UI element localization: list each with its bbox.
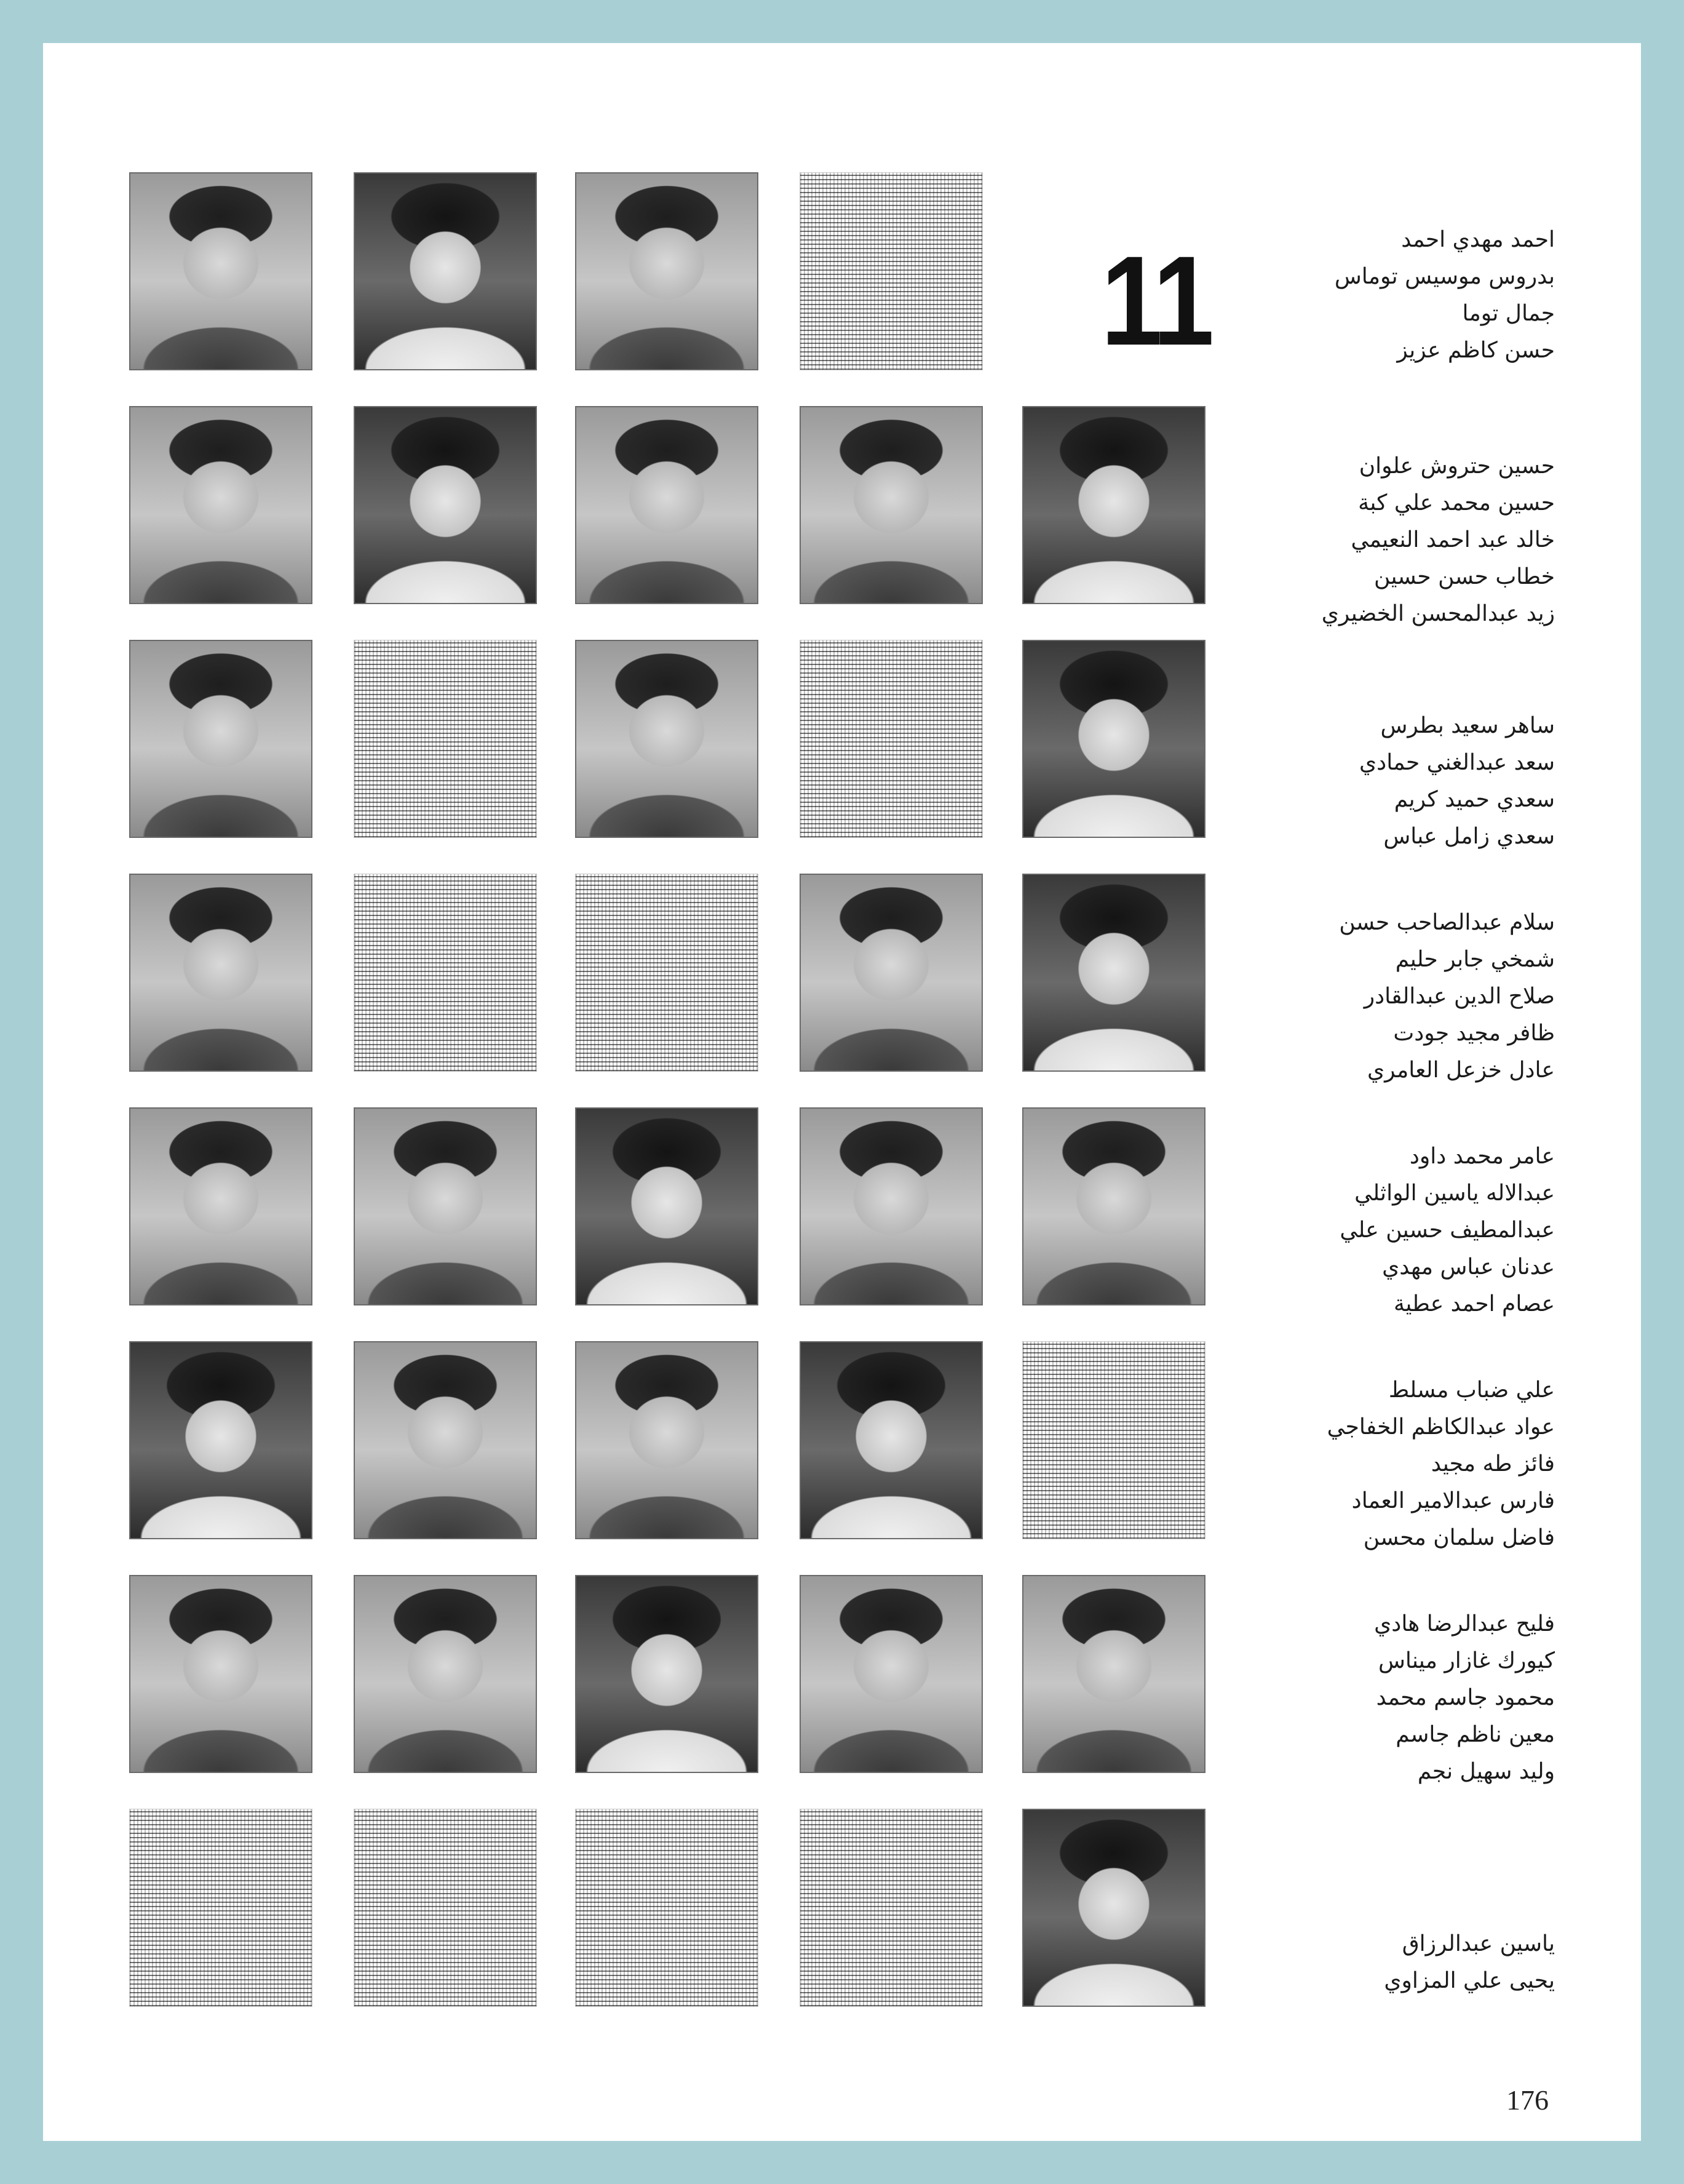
student-photo [1022, 1107, 1205, 1305]
student-name: فاضل سلمان محسن [1363, 1525, 1555, 1550]
student-name: ساهر سعيد بطرس [1380, 713, 1555, 738]
yearbook-page [43, 43, 1641, 2141]
student-photo [575, 640, 758, 838]
student-photo [575, 1107, 758, 1305]
student-name: عامر محمد داود [1409, 1144, 1555, 1169]
student-name: محمود جاسم محمد [1376, 1685, 1555, 1710]
student-photo [800, 1575, 983, 1773]
student-name: صلاح الدين عبدالقادر [1364, 984, 1555, 1009]
class-number: 11 [1101, 229, 1211, 372]
photo-row [129, 1341, 1298, 1575]
photo-row [129, 640, 1298, 874]
student-name: علي ضباب مسلط [1388, 1377, 1555, 1403]
student-name: عبدالمطيف حسين علي [1340, 1218, 1555, 1243]
student-photo [129, 172, 312, 370]
student-photo [354, 406, 537, 604]
student-name: حسين محمد علي كبة [1358, 490, 1555, 516]
photo-row [129, 1809, 1298, 2043]
student-photo [800, 1107, 983, 1305]
student-name: شمخي جابر حليم [1395, 947, 1555, 972]
student-photo [1022, 1809, 1205, 2007]
student-photo [129, 1107, 312, 1305]
student-photo [800, 874, 983, 1072]
page-number: 176 [1506, 2084, 1549, 2116]
student-photo [575, 406, 758, 604]
student-photo [575, 1341, 758, 1539]
student-name: سلام عبدالصاحب حسن [1339, 910, 1555, 935]
photo-grid [129, 172, 1298, 2043]
blank-photo-placeholder [354, 1809, 537, 2007]
blank-photo-placeholder [800, 172, 983, 370]
student-name: عبدالاله ياسين الواثلي [1354, 1181, 1555, 1206]
student-photo [354, 1341, 537, 1539]
student-name: خالد عبد احمد النعيمي [1351, 527, 1555, 552]
student-name: فائز طه مجيد [1431, 1451, 1555, 1477]
names-list [1235, 1372, 1555, 1556]
student-name: عصام احمد عطية [1394, 1291, 1555, 1317]
student-photo [129, 1341, 312, 1539]
student-name: يحيى علي المزاوي [1384, 1968, 1555, 1993]
student-photo [1022, 1575, 1205, 1773]
blank-photo-placeholder [575, 874, 758, 1072]
student-photo [354, 1107, 537, 1305]
student-photo [129, 874, 312, 1072]
blank-photo-placeholder [354, 874, 537, 1072]
blank-photo-placeholder [354, 640, 537, 838]
student-photo [1022, 640, 1205, 838]
student-name: عدنان عباس مهدي [1382, 1254, 1555, 1280]
names-list [1235, 1606, 1555, 1790]
student-name: عادل خزعل العامري [1367, 1058, 1555, 1083]
student-name: سعدي زامل عباس [1383, 824, 1555, 849]
student-photo [129, 640, 312, 838]
student-name: فارس عبدالامير العماد [1351, 1488, 1555, 1513]
student-photo [1022, 874, 1205, 1072]
student-photo [354, 172, 537, 370]
student-name: زيد عبدالمحسن الخضيري [1321, 601, 1555, 626]
student-name: حسن كاظم عزيز [1397, 338, 1555, 363]
photo-row [129, 874, 1298, 1107]
student-photo [800, 406, 983, 604]
blank-photo-placeholder [1022, 1341, 1205, 1539]
blank-photo-placeholder [575, 1809, 758, 2007]
names-list [1235, 1926, 1555, 1999]
student-name: عواد عبدالكاظم الخفاجي [1327, 1414, 1555, 1440]
student-name: خطاب حسن حسين [1374, 564, 1555, 589]
student-name: كيورك غازار ميناس [1378, 1648, 1555, 1673]
student-name: سعد عبدالغني حمادي [1359, 750, 1555, 775]
student-name: سعدي حميد كريم [1394, 787, 1555, 812]
student-name: ياسين عبدالرزاق [1402, 1931, 1555, 1956]
student-photo [800, 1341, 983, 1539]
student-photo [575, 172, 758, 370]
student-photo [575, 1575, 758, 1773]
photo-row [129, 406, 1298, 640]
names-list [1235, 1138, 1555, 1323]
blank-photo-placeholder [129, 1809, 312, 2007]
student-name: فليح عبدالرضا هادي [1374, 1611, 1555, 1636]
student-name: حسين حتروش علوان [1359, 453, 1555, 479]
student-name: جمال توما [1462, 301, 1555, 326]
student-name: وليد سهيل نجم [1417, 1759, 1555, 1784]
photo-row [129, 1107, 1298, 1341]
student-photo [1022, 406, 1205, 604]
student-name: معين ناظم جاسم [1396, 1722, 1555, 1747]
photo-row [129, 1575, 1298, 1809]
student-photo [354, 1575, 537, 1773]
student-photo [129, 1575, 312, 1773]
photo-row [129, 172, 1298, 406]
names-list [1235, 448, 1555, 632]
student-photo [129, 406, 312, 604]
names-list [1235, 707, 1555, 855]
names-list [1235, 221, 1555, 369]
student-name: بدروس موسيس توماس [1334, 264, 1555, 289]
student-name: احمد مهدي احمد [1401, 227, 1555, 252]
blank-photo-placeholder [800, 1809, 983, 2007]
blank-photo-placeholder [800, 640, 983, 838]
student-name: ظافر مجيد جودت [1393, 1021, 1555, 1046]
names-list [1235, 904, 1555, 1089]
